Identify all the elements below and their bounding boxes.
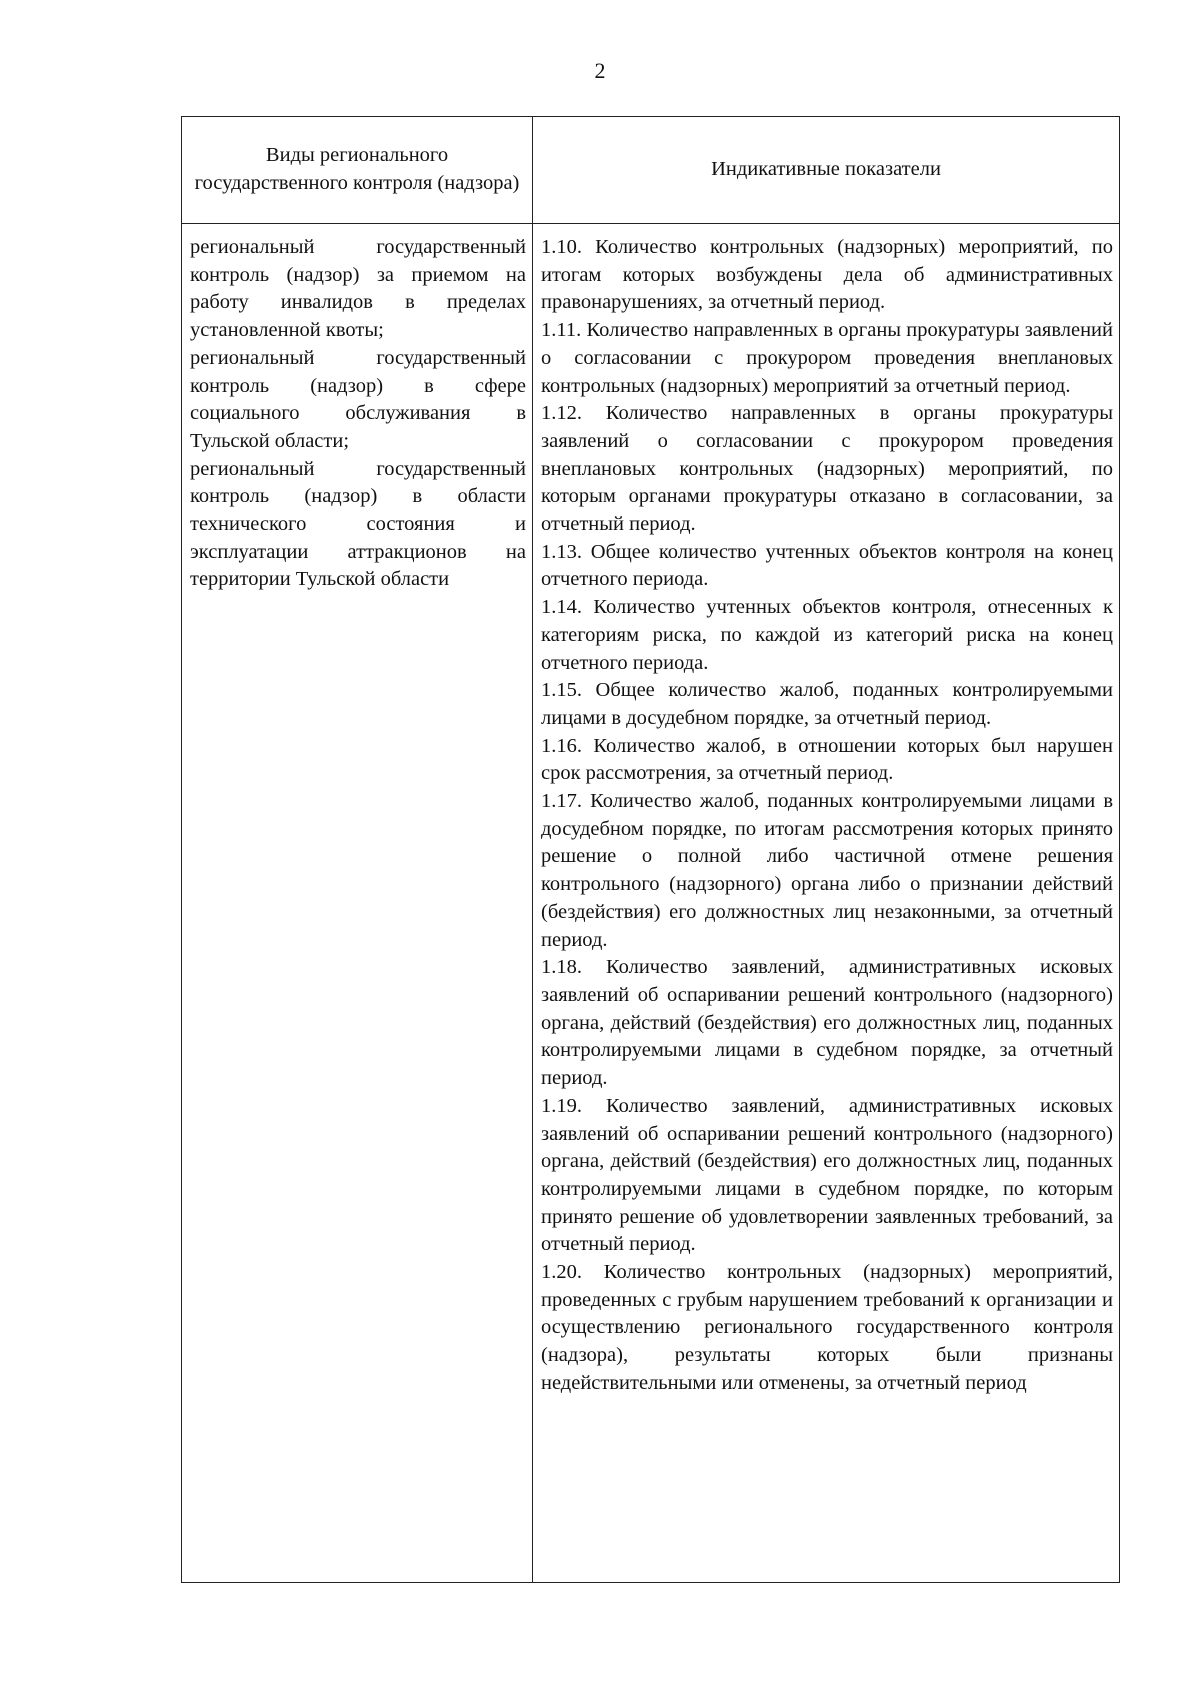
indicator-1-20: 1.20. Количество контрольных (надзорных) мероприятий, проведенных с грубым нарушением требований к организации и осуществлению регионального государственного контроля (надзора), результаты которых были признаны недействительными или отменены, за отчетный период — [541, 1261, 1113, 1394]
indicator-1-11: 1.11. Количество направленных в органы прокуратуры заявлений о согласовании с прокурором проведения внеплановых контрольных (надзорных) мероприятий за отчетный период. — [541, 319, 1113, 397]
page-number: 2 — [594, 58, 606, 83]
indicator-1-10: 1.10. Количество контрольных (надзорных) мероприятий, по итогам которых возбуждены дела об административных правонарушениях, за отчетный период. — [541, 236, 1113, 314]
header-kinds-of-control: Виды регионального государственного контроля (надзора) — [182, 117, 533, 224]
kind-item-labor-quota: региональный государственный контроль (надзор) за приемом на работу инвалидов в пределах установленной квоты; — [190, 236, 526, 342]
kinds-of-control-cell — [182, 224, 533, 1583]
table-row — [182, 224, 1120, 1583]
indicator-1-18: 1.18. Количество заявлений, административных исковых заявлений об оспаривании решений контрольного (надзорного) органа, действий (бездействия) его должностных лиц, поданных контролируемыми лицами в судебном порядке, за отчетный период. — [541, 956, 1113, 1090]
indicator-1-13: 1.13. Общее количество учтенных объектов контроля на конец отчетного периода. — [541, 540, 1113, 591]
indicator-1-14: 1.14. Количество учтенных объектов контроля, отнесенных к категориям риска, по каждой из категорий риска на конец отчетного периода. — [541, 596, 1113, 674]
kind-item-social-service: региональный государственный контроль (надзор) в сфере социального обслуживания в Тульской области; — [190, 346, 526, 452]
indicator-1-17: 1.17. Количество жалоб, поданных контролируемыми лицами в досудебном порядке, по итогам рассмотрения которых принято решение о полной либо частичной отмене решения контрольного (надзорного) органа либо о признании действий (бездействия) его должностных лиц незаконными, за отчетный период. — [541, 790, 1113, 951]
indicators-cell — [533, 224, 1120, 1583]
table-header-row — [182, 117, 1120, 224]
kind-item-attractions: региональный государственный контроль (надзор) в области технического состояния и эксплуатации аттракционов на территории Тульской области — [190, 457, 526, 591]
indicators-table — [181, 116, 1120, 1583]
indicator-1-16: 1.16. Количество жалоб, в отношении которых был нарушен срок рассмотрения, за отчетный период. — [541, 734, 1113, 785]
indicator-1-12: 1.12. Количество направленных в органы прокуратуры заявлений о согласовании с прокурором проведения внеплановых контрольных (надзорных) мероприятий, по которым органами прокуратуры отказано в согласовании, за отчетный период. — [541, 402, 1113, 536]
indicator-1-19: 1.19. Количество заявлений, административных исковых заявлений об оспаривании решений контрольного (надзорного) органа, действий (бездействия) его должностных лиц, поданных контролируемыми лицами в судебном порядке, по которым принято решение об удовлетворении заявленных требований, за отчетный период. — [541, 1094, 1113, 1256]
header-indicators: Индикативные показатели — [533, 117, 1120, 224]
indicator-1-15: 1.15. Общее количество жалоб, поданных контролируемыми лицами в досудебном порядке, за отчетный период. — [541, 679, 1113, 729]
